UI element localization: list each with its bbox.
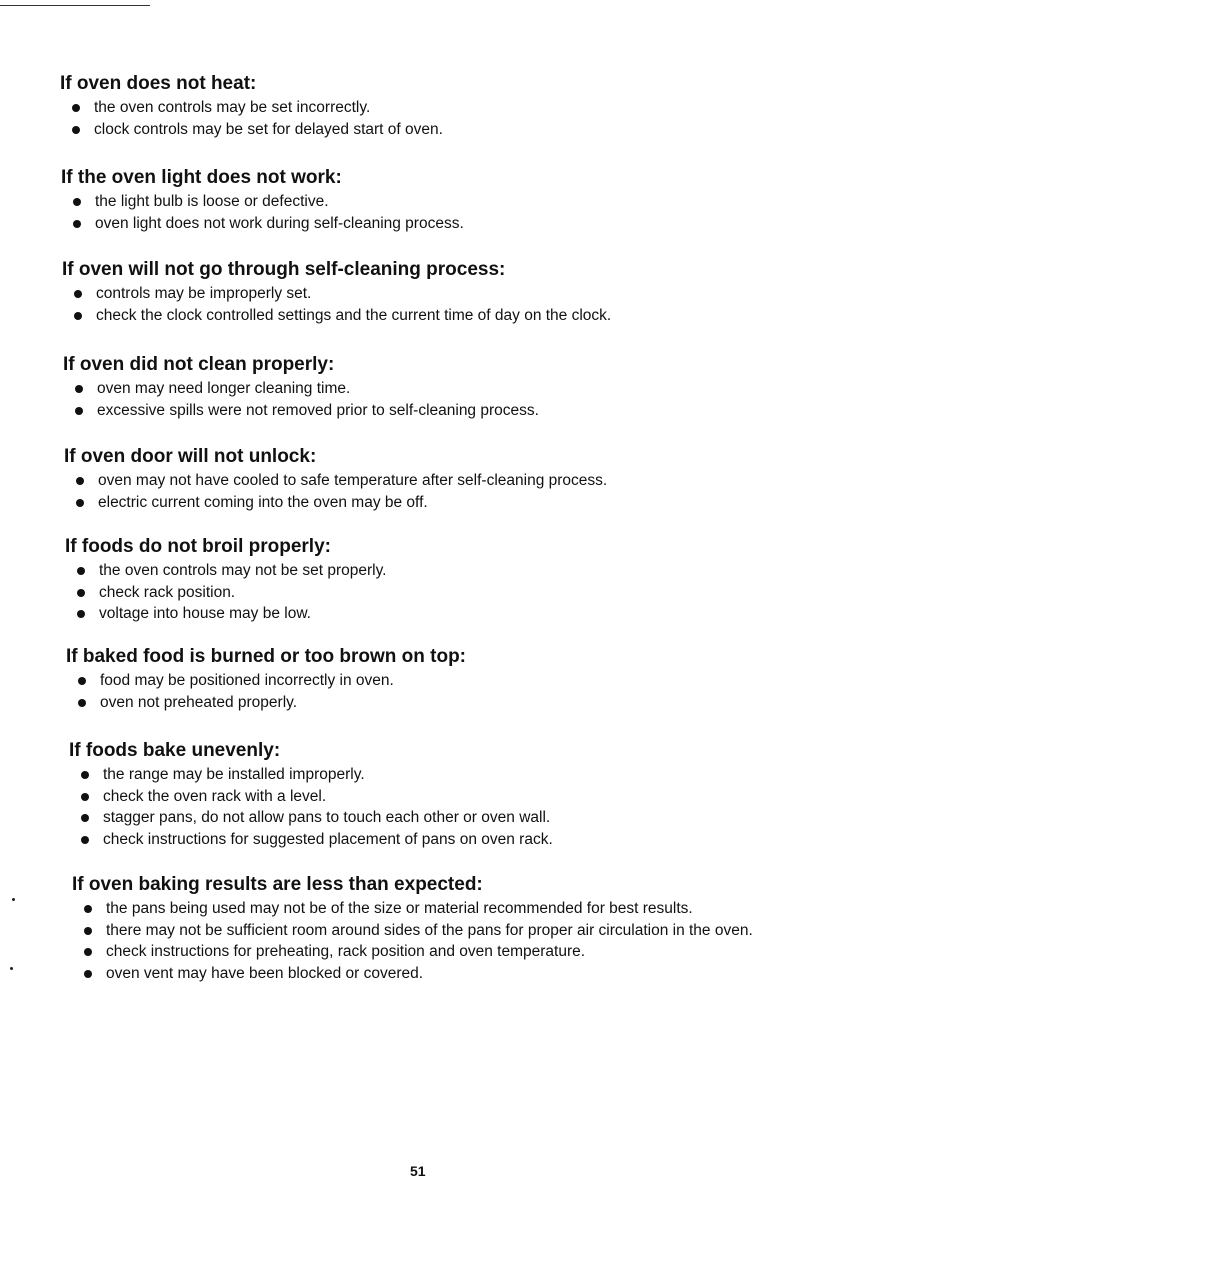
bullet-icon <box>84 948 92 956</box>
list-item-text: oven not preheated properly. <box>100 693 298 711</box>
bullet-icon <box>81 836 89 844</box>
page-number: 51 <box>410 1163 426 1179</box>
list-item-text: the pans being used may not be of the size or material recommended for best results. <box>106 900 693 917</box>
list-item-text: oven light does not work during self-cleaning process. <box>95 214 464 232</box>
list-item <box>72 920 832 942</box>
list-item <box>60 97 820 119</box>
list-item <box>61 213 821 235</box>
bullet-icon <box>75 385 83 393</box>
list-item <box>62 305 822 327</box>
list-item-text: excessive spills were not removed prior to self-cleaning process. <box>97 401 539 419</box>
list-item-text: the oven controls may be set incorrectly. <box>94 99 371 116</box>
list-item <box>66 670 826 692</box>
bullet-list <box>65 560 825 625</box>
list-item <box>69 764 829 786</box>
bullet-icon <box>72 126 80 134</box>
bullet-icon <box>81 771 89 779</box>
list-item-text: stagger pans, do not allow pans to touch each other or oven wall. <box>103 809 551 826</box>
list-item <box>62 283 822 305</box>
section-heading: If oven does not heat: <box>60 73 257 94</box>
bullet-icon <box>77 567 85 575</box>
list-item <box>63 400 823 422</box>
list-item-text: voltage into house may be low. <box>99 605 311 622</box>
list-item <box>69 829 829 851</box>
bullet-icon <box>78 677 86 685</box>
list-item <box>65 603 825 625</box>
section-heading: If oven did not clean properly: <box>63 354 335 375</box>
bullet-list <box>60 97 820 140</box>
list-item-text: check the clock controlled settings and the current time of day on the clock. <box>96 306 612 324</box>
list-item-text: controls may be improperly set. <box>96 285 312 302</box>
bullet-icon <box>76 499 84 507</box>
list-item <box>64 492 824 514</box>
troubleshoot-section-oven-light <box>61 167 821 234</box>
list-item <box>72 941 832 963</box>
section-heading: If oven will not go through self-cleaning process: <box>62 259 506 280</box>
bullet-icon <box>84 970 92 978</box>
bullet-icon <box>81 793 89 801</box>
top-rule-divider <box>0 5 150 6</box>
list-item-text: food may be positioned incorrectly in oven. <box>100 672 394 689</box>
bullet-list <box>72 898 832 984</box>
list-item-text: electric current coming into the oven may be off. <box>98 493 428 511</box>
list-item-text: the light bulb is loose or defective. <box>95 193 329 210</box>
bullet-icon <box>84 927 92 935</box>
list-item <box>65 582 825 604</box>
troubleshoot-section-clean-properly <box>63 354 823 421</box>
list-item <box>69 786 829 808</box>
list-item <box>64 470 824 492</box>
troubleshoot-section-bake-unevenly <box>69 740 829 850</box>
troubleshoot-section-self-cleaning <box>62 259 822 326</box>
bullet-icon <box>77 610 85 618</box>
list-item-text: check rack position. <box>99 583 236 601</box>
section-heading: If oven door will not unlock: <box>64 446 317 467</box>
list-item <box>69 807 829 829</box>
list-item-text: the range may be installed improperly. <box>103 766 365 783</box>
section-heading: If oven baking results are less than expected: <box>72 874 483 895</box>
list-item-text: there may not be sufficient room around sides of the pans for proper air circulation in the oven. <box>106 921 753 939</box>
list-item-text: oven may need longer cleaning time. <box>97 380 351 397</box>
bullet-icon <box>81 814 89 822</box>
list-item-text: the oven controls may not be set properly. <box>99 562 387 579</box>
bullet-icon <box>78 699 86 707</box>
bullet-list <box>66 670 826 713</box>
list-item <box>72 963 832 985</box>
list-item-text: check instructions for suggested placement of pans on oven rack. <box>103 830 553 848</box>
scan-speck <box>10 967 13 970</box>
troubleshoot-section-burned-top <box>66 646 826 713</box>
list-item-text: check instructions for preheating, rack position and oven temperature. <box>106 943 586 960</box>
bullet-list <box>63 378 823 421</box>
bullet-list <box>62 283 822 326</box>
bullet-icon <box>74 312 82 320</box>
bullet-icon <box>76 477 84 485</box>
list-item <box>65 560 825 582</box>
list-item <box>72 898 832 920</box>
bullet-list <box>61 191 821 234</box>
bullet-icon <box>72 104 80 112</box>
bullet-list <box>64 470 824 513</box>
list-item <box>63 378 823 400</box>
bullet-icon <box>74 290 82 298</box>
list-item-text: oven may not have cooled to safe temperature after self-cleaning process. <box>98 472 608 489</box>
troubleshoot-section-door-unlock <box>64 446 824 513</box>
bullet-list <box>69 764 829 850</box>
bullet-icon <box>73 220 81 228</box>
bullet-icon <box>73 198 81 206</box>
section-heading: If foods do not broil properly: <box>65 536 331 557</box>
troubleshoot-section-baking-results <box>72 874 832 984</box>
section-heading: If foods bake unevenly: <box>69 740 281 761</box>
bullet-icon <box>84 905 92 913</box>
list-item-text: check the oven rack with a level. <box>103 787 327 805</box>
list-item <box>66 692 826 714</box>
list-item-text: clock controls may be set for delayed start of oven. <box>94 120 443 138</box>
list-item <box>60 119 820 141</box>
list-item <box>61 191 821 213</box>
section-heading: If baked food is burned or too brown on top: <box>66 646 467 667</box>
troubleshoot-section-broil <box>65 536 825 625</box>
troubleshoot-section-oven-not-heat <box>60 73 820 140</box>
bullet-icon <box>75 407 83 415</box>
scan-speck <box>12 898 15 901</box>
section-heading: If the oven light does not work: <box>61 167 342 188</box>
bullet-icon <box>77 589 85 597</box>
list-item-text: oven vent may have been blocked or covered. <box>106 964 424 982</box>
